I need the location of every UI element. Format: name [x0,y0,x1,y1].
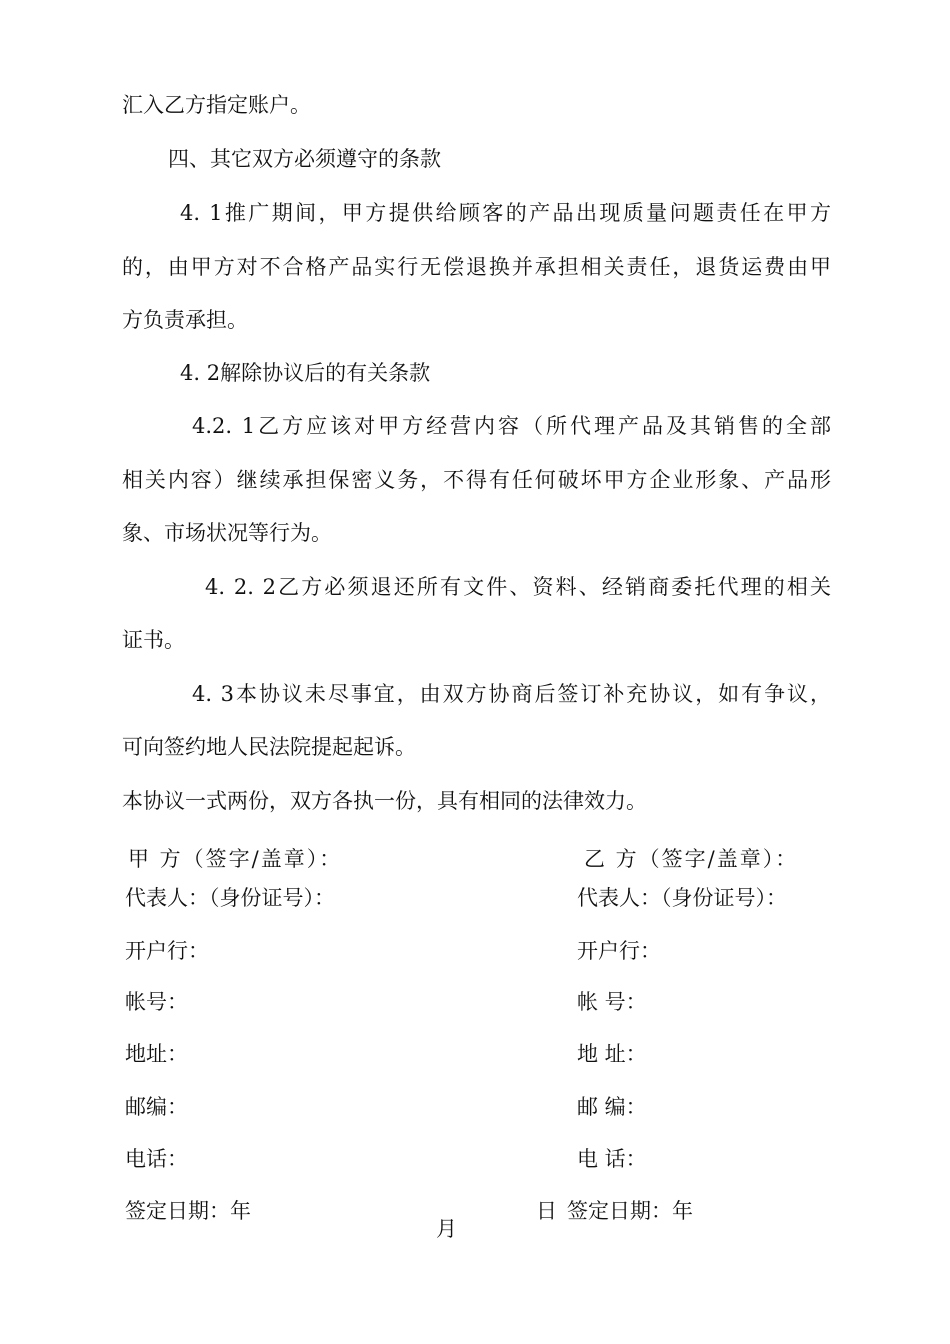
party-a-account: 帐号： [125,990,188,1014]
date-month-fragment: 月 [436,1217,457,1241]
clause-4-1-line-1: 4. 1推广期间，甲方提供给顾客的产品出现质量问题责任在甲方 [180,201,831,225]
clause-4-2-1-line-2: 相关内容）继续承担保密义务，不得有任何破坏甲方企业形象、产品形 [122,468,831,492]
clause-4-2-1-line-1: 4.2. 1乙方应该对甲方经营内容（所代理产品及其销售的全部 [192,414,831,438]
party-a-phone: 电话： [125,1147,188,1171]
party-b-signing-date: 签定日期：年 [567,1199,693,1223]
party-b-account: 帐 号： [577,990,647,1014]
clause-4-2: 4. 2解除协议后的有关条款 [180,361,431,385]
party-b-representative: 代表人：（身份证号）： [577,886,787,910]
party-a-address: 地址： [125,1042,188,1066]
party-a-signing-date: 签定日期：年 [125,1199,251,1223]
clause-4-2-2-line-1: 4. 2. 2乙方必须退还所有文件、资料、经销商委托代理的相关 [205,575,831,599]
clause-4-2-1-line-3: 象、市场状况等行为。 [122,521,332,545]
party-a-title: 甲 方（签字/盖章）： [128,847,343,871]
party-a-representative: 代表人：（身份证号）： [125,886,335,910]
party-b-bank: 开户行： [577,939,661,963]
copies-clause: 本协议一式两份，双方各执一份，具有相同的法律效力。 [122,789,647,813]
party-b-postcode: 邮 编： [577,1095,647,1119]
clause-4-3-line-1: 4. 3本协议未尽事宜，由双方协商后签订补充协议，如有争议， [192,682,831,706]
clause-4-1-line-3: 方负责承担。 [122,308,248,332]
party-a-postcode: 邮编： [125,1095,188,1119]
payment-clause-tail: 汇入乙方指定账户。 [122,93,311,117]
date-day-fragment: 日 [536,1199,557,1223]
clause-4-3-line-2: 可向签约地人民法院提起起诉。 [122,735,416,759]
party-b-address: 地 址： [577,1042,647,1066]
clause-4-2-2-line-2: 证书。 [122,628,185,652]
party-b-title: 乙 方（签字/盖章）： [584,847,799,871]
clause-4-1-line-2: 的，由甲方对不合格产品实行无偿退换并承担相关责任，退货运费由甲 [122,255,831,279]
party-b-phone: 电 话： [577,1147,647,1171]
section-4-heading: 四、其它双方必须遵守的条款 [168,147,441,171]
party-a-bank: 开户行： [125,939,209,963]
